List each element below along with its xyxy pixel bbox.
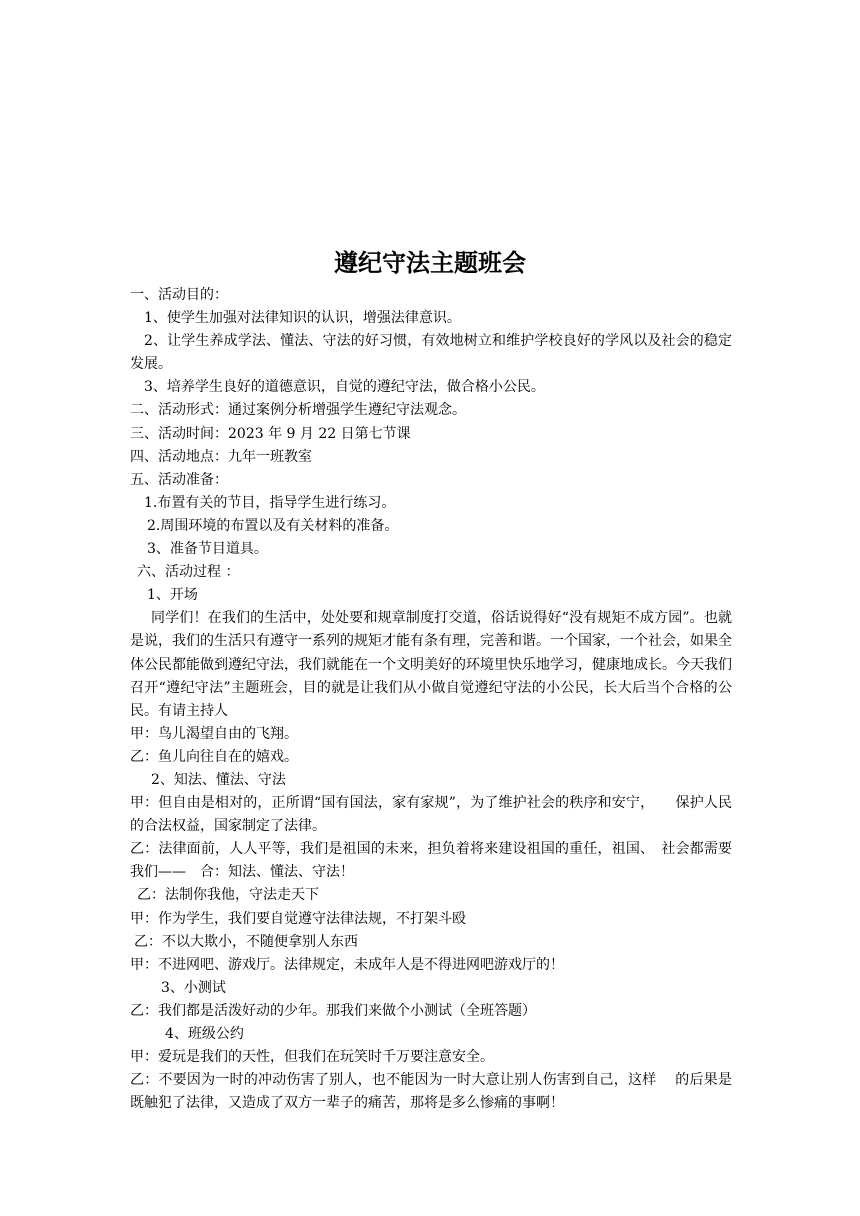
section-heading-process: 六、活动过程 ： [137,564,240,581]
process-step-quiz: 3、小测试 [161,979,226,996]
section-heading-preparation: 五、活动准备： [130,471,228,488]
purpose-item-1: 1、使学生加强对法律知识的认识，增强法律意识。 [144,310,461,327]
process-step-opening: 1、开场 [147,587,198,604]
dialogue-line: 甲：鸟儿渴望自由的飞翔。 [130,725,298,742]
dialogue-line: 乙：鱼儿向往自在的嬉戏。 [130,748,298,765]
document-title: 遵纪守法主题班会 [334,249,526,277]
dialogue-line: 甲：但自由是相对的，正所谓“国有国法，家有家规”，为了维护社会的秩序和安宁， 保护人民的合法权益，国家制定了法律。 [130,795,732,835]
process-step-law: 2、知法、懂法、守法 [151,771,286,788]
dialogue-line: 乙：不以大欺小，不随便拿别人东西 [134,933,358,950]
dialogue-line: 甲：作为学生，我们要自觉遵守法律法规，不打架斗殴 [130,910,466,927]
section-heading-location: 四、活动地点：九年一班教室 [130,448,312,465]
dialogue-line: 甲：爱玩是我们的天性，但我们在玩笑时千万要注意安全。 [130,1049,494,1066]
dialogue-line: 甲：不进网吧、游戏厅。法律规定，未成年人是不得进网吧游戏厅的！ [130,956,564,973]
process-step-class-pact: 4、班级公约 [165,1026,244,1042]
purpose-item-3: 3、培养学生良好的道德意识，自觉的遵纪守法，做合格小公民。 [144,379,545,396]
section-heading-format: 二、活动形式：通过案例分析增强学生遵纪守法观念。 [130,402,466,419]
dialogue-line: 乙：我们都是活泼好动的少年。那我们来做个小测试（全班答题） [130,1002,536,1019]
preparation-item-2: 2.周围环境的布置以及有关材料的准备。 [147,517,399,534]
section-heading-purpose: 一、活动目的： [130,287,228,303]
preparation-item-3: 3、准备节目道具。 [147,541,268,558]
dialogue-line: 乙：法律面前，人人平等，我们是祖国的未来，担负着将来建设祖国的重任，祖国、 社会都需要我们—— 合：知法、懂法、守法！ [130,841,732,881]
preparation-item-1: 1.布置有关的节目，指导学生进行练习。 [144,494,396,511]
dialogue-line: 乙：法制你我他，守法走天下 [137,887,319,904]
dialogue-line: 乙：不要因为一时的冲动伤害了别人，也不能因为一时大意让别人伤害到自己，这样 的后果是既触犯了法律，又造成了双方一辈子的痛苦，那将是多么惨痛的事啊！ [130,1072,732,1112]
document-body [130,284,732,1115]
opening-paragraph: 同学们！在我们的生活中，处处要和规章制度打交道，俗话说得好“没有规矩不成方园”。也就是说，我们的生活只有遵守一系列的规矩才能有条有理，完善和谐。一个国家，一个社会，如果全体公民都能做到遵纪守法，我们就能在一个文明美好的环境里快乐地学习，健康地成长。今天我们召开“遵纪守法”主题班会，目的就是让我们从小做自觉遵纪守法的小公民，长大后当个合格的公民。有请主持人 [130,610,732,719]
section-heading-time: 三、活动时间：2023 年 9 月 22 日第七节课 [130,425,411,442]
purpose-item-2: 2、让学生养成学法、懂法、守法的好习惯，有效地树立和维护学校良好的学风以及社会的稳定发展。 [130,333,732,373]
